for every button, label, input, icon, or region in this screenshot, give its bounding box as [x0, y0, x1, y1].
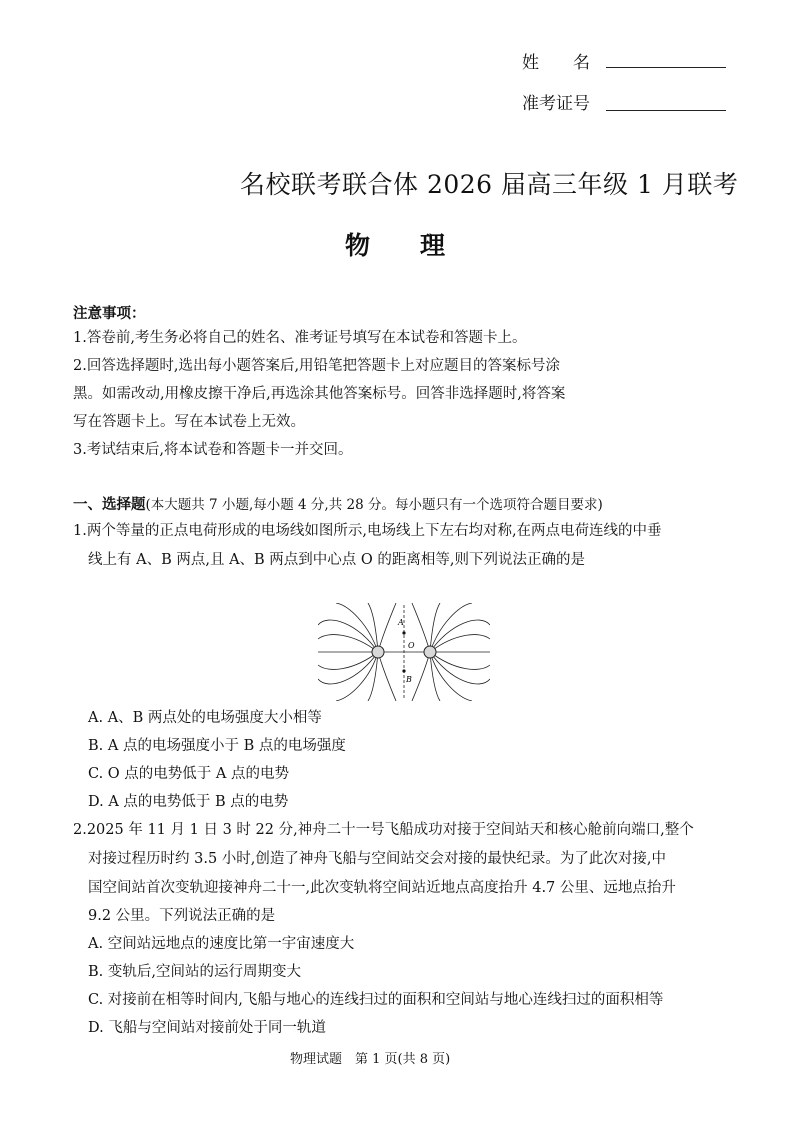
notes-line: 黑。如需改动,用橡皮擦干净后,再选涂其他答案标号。回答非选择题时,将答案 — [73, 386, 566, 402]
notes-heading: 注意事项： — [73, 306, 146, 322]
section-heading — [73, 493, 603, 514]
section-note: (本大题共 7 小题,每小题 4 分,共 28 分。每小题只有一个选项符合题目要求) — [145, 497, 603, 513]
q1-stem-line: 1.两个等量的正点电荷形成的电场线如图所示,电场线上下左右均对称,在两点电荷连线的中垂 — [73, 523, 662, 539]
notes-line: 3.考试结束后,将本试卷和答题卡一并交回。 — [73, 442, 353, 458]
q2-option-a: A. 空间站远地点的速度比第一宇宙速度大 — [88, 936, 355, 952]
electric-field-lines-figure — [318, 603, 490, 701]
point-b-label: B — [406, 675, 412, 684]
page-footer: 物理试题 第 1 页(共 8 页) — [290, 1052, 451, 1067]
name-label: 姓 名 — [522, 53, 590, 73]
notes-line: 2.回答选择题时,选出每小题答案后,用铅笔把答题卡上对应题目的答案标号涂 — [73, 358, 561, 374]
q2-stem-line: 国空间站首次变轨迎接神舟二十一,此次变轨将空间站近地点高度抬升 4.7 公里、远地点抬升 — [88, 880, 676, 896]
point-o-label: O — [408, 641, 415, 650]
q2-stem-line: 9.2 公里。下列说法正确的是 — [88, 908, 276, 924]
q2-stem-line: 对接过程历时约 3.5 小时,创造了神舟飞船与空间站交会对接的最快纪录。为了此次对接,中 — [88, 851, 666, 867]
q2-option-d: D. 飞船与空间站对接前处于同一轨道 — [88, 1020, 326, 1036]
q1-option-b: B. A 点的电场强度小于 B 点的电场强度 — [88, 738, 346, 754]
q2-option-b: B. 变轨后,空间站的运行周期变大 — [88, 964, 301, 980]
positive-charge-right — [424, 646, 436, 658]
notes-line: 写在答题卡上。写在本试卷上无效。 — [73, 414, 305, 430]
positive-charge-left — [372, 646, 384, 658]
exam-id-field-line[interactable] — [606, 110, 726, 111]
q1-option-a: A. A、B 两点处的电场强度大小相等 — [88, 710, 322, 726]
q1-stem-line: 线上有 A、B 两点,且 A、B 两点到中心点 O 的距离相等,则下列说法正确的是 — [88, 552, 586, 568]
exam-id-label: 准考证号 — [522, 94, 590, 114]
q2-option-c: C. 对接前在相等时间内,飞船与地心的连线扫过的面积和空间站与地心连线扫过的面积相等 — [88, 992, 664, 1008]
name-field-line[interactable] — [606, 67, 726, 68]
q1-option-c: C. O 点的电势低于 A 点的电势 — [88, 766, 289, 782]
exam-title: 名校联考联合体 2026 届高三年级 1 月联考 — [240, 170, 739, 199]
notes-line: 1.答卷前,考生务必将自己的姓名、准考证号填写在本试卷和答题卡上。 — [73, 330, 527, 346]
point-a-label: A — [398, 618, 404, 627]
q1-option-d: D. A 点的电势低于 B 点的电势 — [88, 794, 289, 810]
q2-stem-line: 2.2025 年 11 月 1 日 3 时 22 分,神舟二十一号飞船成功对接于空间站天和核心舱前向端口,整个 — [73, 822, 694, 838]
section-title: 一、选择题 — [73, 497, 146, 513]
subject-title: 物 理 — [345, 231, 446, 260]
